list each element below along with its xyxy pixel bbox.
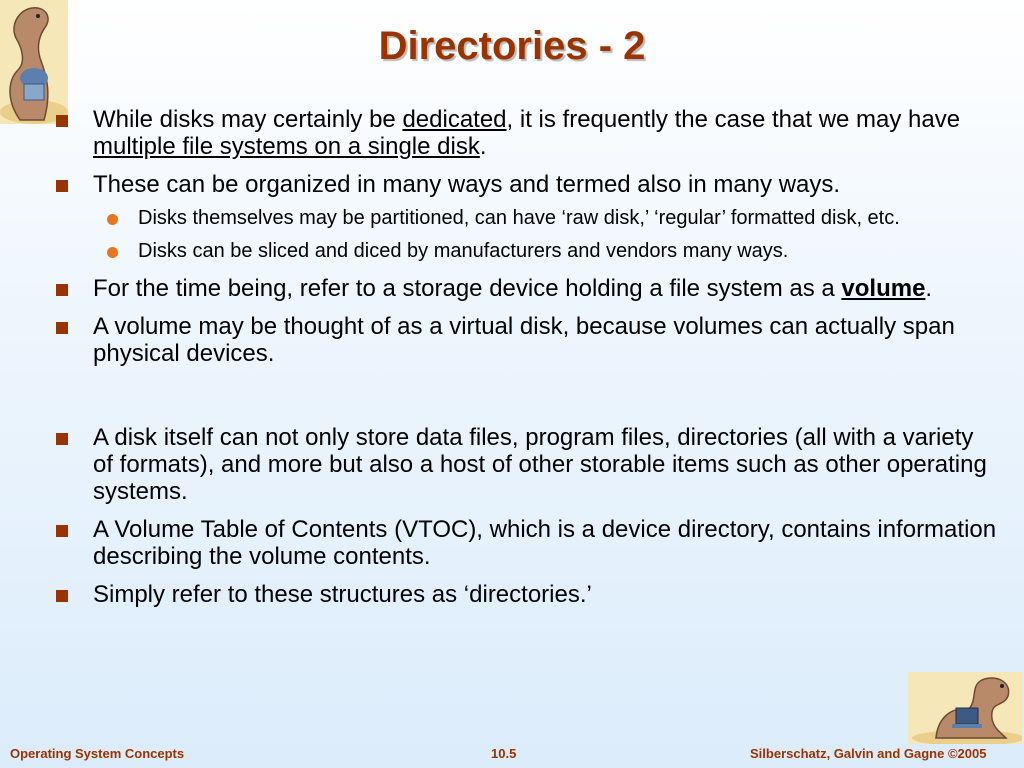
slide-title: Directories - 2	[378, 24, 646, 68]
sub-bullet-item	[54, 206, 999, 230]
sub-bullet-item	[54, 239, 999, 263]
underlined-term-dedicated: dedicated	[402, 106, 507, 133]
bullet-text: A Volume Table of Contents (VTOC), which is a device directory, contains information describing the volume contents.	[93, 516, 997, 570]
square-bullet-icon	[56, 322, 68, 334]
bullet-text: A volume may be thought of as a virtual disk, because volumes can actually span physical devices.	[93, 313, 955, 367]
bullet-text: These can be organized in many ways and termed also in many ways.	[93, 171, 841, 198]
sub-bullet-text: Disks can be sliced and diced by manufacturers and vendors many ways.	[138, 240, 789, 262]
square-bullet-icon	[56, 525, 68, 537]
sub-bullet-text: Disks themselves may be partitioned, can have ‘raw disk,’ ‘regular’ formatted disk, etc.	[138, 207, 900, 229]
round-bullet-icon	[107, 247, 118, 258]
bullet-text: .	[925, 275, 933, 302]
footer-course-title: Operating System Concepts	[10, 746, 185, 761]
bullet-text: Simply refer to these structures as ‘directories.’	[93, 581, 592, 608]
bullet-item	[54, 171, 999, 198]
square-bullet-icon	[56, 433, 68, 445]
square-bullet-icon	[56, 284, 68, 296]
square-bullet-icon	[56, 180, 68, 192]
spacer	[54, 378, 999, 424]
bullet-item	[54, 424, 999, 505]
bullet-text: While disks may certainly be	[93, 106, 403, 133]
bullet-list	[54, 106, 999, 619]
bullet-item	[54, 106, 999, 160]
bullet-item	[54, 581, 999, 608]
square-bullet-icon	[56, 115, 68, 127]
bullet-text: .	[479, 133, 487, 160]
bullet-text: , it is frequently the case that we may have	[506, 106, 961, 133]
footer-page-number: 10.5	[491, 746, 517, 761]
bullet-text: A disk itself can not only store data files, program files, directories (all with a variety of formats), and more but also a host of other storable items such as other operating systems.	[93, 424, 987, 505]
bold-term-volume: volume	[841, 275, 926, 302]
footer-copyright: Silberschatz, Galvin and Gagne ©2005	[750, 746, 987, 761]
bullet-item	[54, 516, 999, 570]
square-bullet-icon	[56, 590, 68, 602]
dinosaur-laptop-illustration	[908, 672, 1022, 744]
bullet-item	[54, 275, 999, 302]
underlined-term-multiple-file-systems: multiple file systems on a single disk	[93, 133, 480, 160]
bullet-item	[54, 313, 999, 367]
round-bullet-icon	[107, 214, 118, 225]
bullet-text: For the time being, refer to a storage device holding a file system as a	[93, 275, 842, 302]
